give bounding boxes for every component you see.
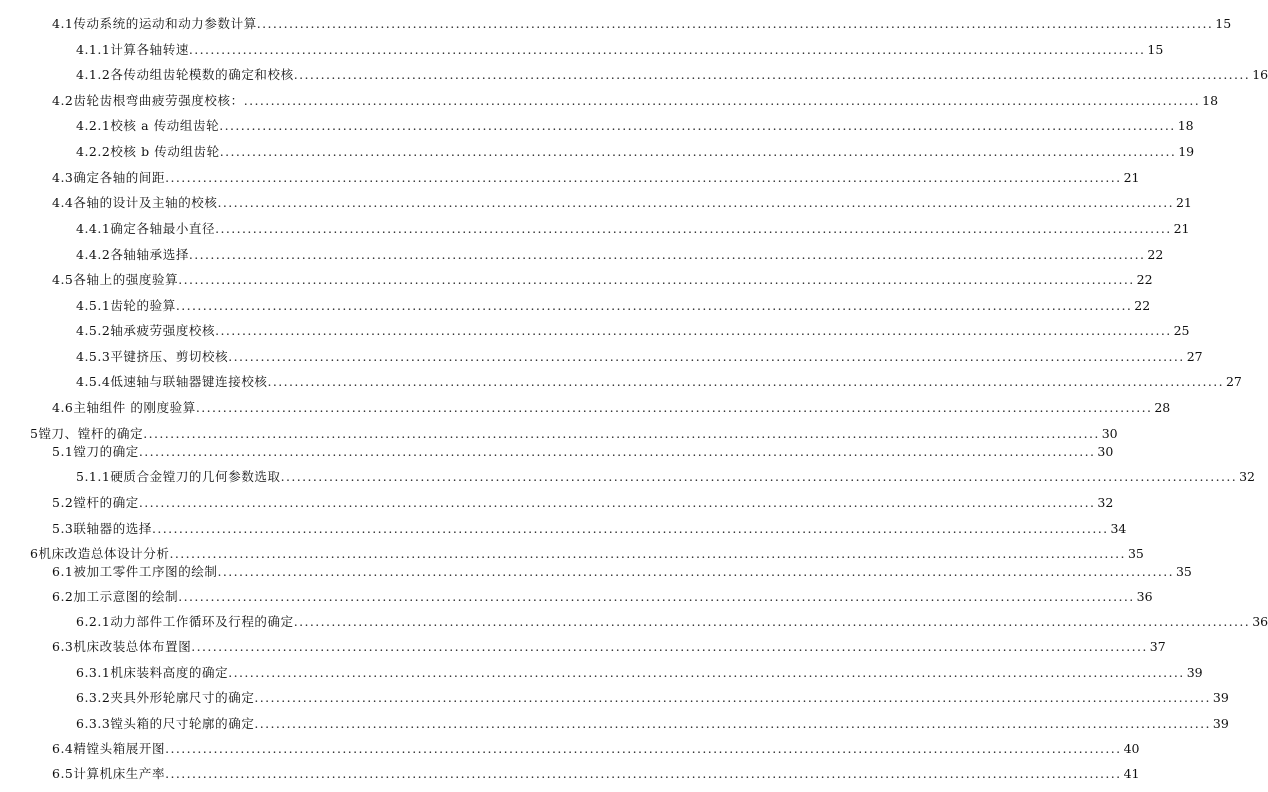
page-number: 21	[1173, 221, 1190, 236]
toc-entry[interactable]	[52, 521, 1127, 537]
toc-entry[interactable]	[76, 469, 1255, 485]
page-number: 35	[1127, 546, 1144, 561]
page-number: 40	[1123, 741, 1140, 756]
page-number: 22	[1147, 247, 1164, 262]
entry-title: 镗刀的确定	[73, 444, 139, 459]
entry-number: 4.2.1	[76, 118, 111, 133]
entry-number: 4.4.1	[76, 221, 111, 236]
toc-entry[interactable]	[52, 639, 1166, 655]
dot-leader: ..................................................................................................................................................................................	[175, 298, 1133, 313]
entry-number: 5.2	[52, 495, 74, 510]
entry-number: 6.1	[52, 564, 74, 579]
page-number: 21	[1175, 195, 1192, 210]
dot-leader: ..................................................................................................................................................................................	[165, 741, 1122, 756]
page-number: 39	[1186, 665, 1203, 680]
toc-entry[interactable]	[52, 564, 1192, 580]
page-number: 30	[1101, 426, 1118, 441]
dot-leader: ..................................................................................................................................................................................	[215, 221, 1172, 236]
dot-leader: ..................................................................................................................................................................................	[280, 469, 1238, 484]
dot-leader: ..................................................................................................................................................................................	[228, 349, 1185, 364]
page-number: 22	[1136, 272, 1153, 287]
dot-leader: ..................................................................................................................................................................................	[195, 400, 1153, 415]
dot-leader: ..................................................................................................................................................................................	[178, 589, 1135, 604]
page-number: 25	[1173, 323, 1190, 338]
page-number: 19	[1178, 144, 1195, 159]
entry-number: 4.5.2	[76, 323, 111, 338]
entry-number: 5.1	[52, 444, 74, 459]
dot-leader: ..................................................................................................................................................................................	[228, 665, 1185, 680]
page-number: 16	[1252, 67, 1268, 82]
dot-leader: ..................................................................................................................................................................................	[243, 93, 1201, 108]
entry-title: 加工示意图的绘制	[73, 589, 179, 604]
page-number: 39	[1212, 716, 1229, 731]
dot-leader: ..................................................................................................................................................................................	[165, 170, 1122, 185]
dot-leader: ..................................................................................................................................................................................	[143, 426, 1100, 441]
dot-leader: ..................................................................................................................................................................................	[217, 195, 1174, 210]
toc-entry[interactable]	[76, 247, 1164, 263]
toc-entry[interactable]	[52, 444, 1114, 460]
entry-number: 4.1	[52, 16, 74, 31]
page-number: 21	[1123, 170, 1140, 185]
entry-title: 齿轮的验算	[110, 298, 176, 313]
entry-number: 4.5.1	[76, 298, 111, 313]
toc-entry[interactable]	[76, 298, 1151, 314]
entry-number: 4.5.4	[76, 374, 111, 389]
entry-title: 夹具外形轮廓尺寸的确定	[110, 690, 255, 705]
entry-title: 计算各轴转速	[110, 42, 189, 57]
toc-entry[interactable]	[76, 42, 1164, 58]
entry-title: 被加工零件工序图的绘制	[73, 564, 218, 579]
entry-title: 主轴组件 的刚度验算	[73, 400, 196, 415]
entry-title: 各轴上的强度验算	[73, 272, 179, 287]
entry-number: 4.4	[52, 195, 74, 210]
entry-number: 6.2.1	[76, 614, 111, 629]
toc-entry[interactable]	[30, 546, 1144, 562]
toc-entry[interactable]	[52, 170, 1140, 186]
toc-entry[interactable]	[76, 374, 1242, 390]
entry-title: 计算机床生产率	[73, 766, 166, 781]
entry-number: 6.3.2	[76, 690, 111, 705]
dot-leader: ..................................................................................................................................................................................	[178, 272, 1135, 287]
entry-title: 动力部件工作循环及行程的确定	[110, 614, 294, 629]
toc-entry[interactable]	[52, 93, 1219, 109]
page-number: 27	[1186, 349, 1203, 364]
entry-number: 6.5	[52, 766, 74, 781]
entry-number: 4.3	[52, 170, 74, 185]
entry-number: 5.1.1	[76, 469, 111, 484]
entry-title: 机床改装总体布置图	[73, 639, 192, 654]
page-number: 41	[1123, 766, 1140, 781]
entry-title: 校核 a 传动组齿轮	[110, 118, 220, 133]
entry-number: 5.3	[52, 521, 74, 536]
entry-title: 齿轮齿根弯曲疲劳强度校核：	[73, 93, 244, 108]
entry-title: 镗杆的确定	[73, 495, 139, 510]
entry-title: 镗头箱的尺寸轮廓的确定	[110, 716, 255, 731]
dot-leader: ..................................................................................................................................................................................	[293, 614, 1251, 629]
dot-leader: ..................................................................................................................................................................................	[169, 546, 1126, 561]
entry-title: 各轴的设计及主轴的校核	[73, 195, 218, 210]
toc-entry[interactable]	[52, 16, 1232, 32]
entry-title: 各轴轴承选择	[110, 247, 189, 262]
toc-entry[interactable]	[76, 614, 1268, 630]
page-number: 15	[1147, 42, 1164, 57]
entry-number: 4.2	[52, 93, 74, 108]
entry-number: 4.4.2	[76, 247, 111, 262]
dot-leader: ..................................................................................................................................................................................	[188, 247, 1146, 262]
dot-leader: ..................................................................................................................................................................................	[191, 639, 1148, 654]
entry-number: 4.5	[52, 272, 74, 287]
toc-entry[interactable]	[76, 716, 1229, 732]
dot-leader: ..................................................................................................................................................................................	[254, 716, 1211, 731]
entry-number: 6.3	[52, 639, 74, 654]
entry-number: 6.2	[52, 589, 74, 604]
entry-number: 4.1.2	[76, 67, 111, 82]
page-number: 36	[1136, 589, 1153, 604]
entry-number: 6.3.1	[76, 665, 111, 680]
entry-title: 机床装料高度的确定	[110, 665, 229, 680]
dot-leader: ..................................................................................................................................................................................	[293, 67, 1251, 82]
page-number: 32	[1097, 495, 1114, 510]
dot-leader: ..................................................................................................................................................................................	[152, 521, 1109, 536]
dot-leader: ..................................................................................................................................................................................	[219, 118, 1176, 133]
dot-leader: ..................................................................................................................................................................................	[254, 690, 1211, 705]
entry-title: 机床改造总体设计分析	[38, 546, 170, 561]
page-number: 34	[1110, 521, 1127, 536]
entry-number: 4.1.1	[76, 42, 111, 57]
entry-number: 6.3.3	[76, 716, 111, 731]
entry-title: 低速轴与联轴器键连接校核	[110, 374, 268, 389]
toc-entry[interactable]	[52, 741, 1140, 757]
page-number: 22	[1134, 298, 1151, 313]
page-number: 36	[1252, 614, 1268, 629]
entry-title: 镗刀、镗杆的确定	[38, 426, 144, 441]
entry-number: 4.5.3	[76, 349, 111, 364]
entry-title: 联轴器的选择	[73, 521, 152, 536]
dot-leader: ..................................................................................................................................................................................	[219, 144, 1177, 159]
toc-entry[interactable]	[76, 690, 1229, 706]
entry-number: 4.2.2	[76, 144, 111, 159]
toc-entry[interactable]	[76, 349, 1203, 365]
toc-entry[interactable]	[76, 323, 1190, 339]
dot-leader: ..................................................................................................................................................................................	[165, 766, 1122, 781]
page-number: 30	[1097, 444, 1114, 459]
entry-title: 确定各轴的间距	[73, 170, 166, 185]
dot-leader: ..................................................................................................................................................................................	[217, 564, 1174, 579]
entry-title: 精镗头箱展开图	[73, 741, 166, 756]
toc-entry[interactable]	[76, 665, 1203, 681]
entry-number: 6.4	[52, 741, 74, 756]
entry-title: 硬质合金镗刀的几何参数选取	[110, 469, 281, 484]
page-number: 18	[1177, 118, 1194, 133]
dot-leader: ..................................................................................................................................................................................	[138, 495, 1096, 510]
entry-title: 传动系统的运动和动力参数计算	[73, 16, 257, 31]
page-number: 15	[1215, 16, 1232, 31]
entry-title: 校核 b 传动组齿轮	[110, 144, 220, 159]
toc-entry[interactable]	[76, 118, 1194, 134]
page-number: 32	[1239, 469, 1255, 484]
toc-entry[interactable]	[52, 589, 1153, 605]
page-number: 27	[1225, 374, 1242, 389]
toc-entry[interactable]	[52, 495, 1114, 511]
dot-leader: ..................................................................................................................................................................................	[188, 42, 1146, 57]
toc-entry[interactable]	[76, 221, 1190, 237]
dot-leader: ..................................................................................................................................................................................	[215, 323, 1172, 338]
page-number: 39	[1212, 690, 1229, 705]
dot-leader: ..................................................................................................................................................................................	[267, 374, 1224, 389]
entry-number: 5	[30, 426, 39, 441]
page-number: 18	[1202, 93, 1219, 108]
entry-title: 轴承疲劳强度校核	[110, 323, 216, 338]
toc-entry[interactable]	[52, 766, 1140, 782]
dot-leader: ..................................................................................................................................................................................	[138, 444, 1096, 459]
entry-number: 4.6	[52, 400, 74, 415]
toc-entry[interactable]	[30, 426, 1118, 442]
entry-title: 各传动组齿轮模数的确定和校核	[110, 67, 294, 82]
toc-entry[interactable]	[52, 400, 1171, 416]
toc-entry[interactable]	[52, 195, 1192, 211]
page-number: 37	[1149, 639, 1166, 654]
entry-title: 平键挤压、剪切校核	[110, 349, 229, 364]
entry-number: 6	[30, 546, 39, 561]
toc-entry[interactable]	[76, 144, 1195, 160]
page-number: 28	[1154, 400, 1171, 415]
dot-leader: ..................................................................................................................................................................................	[256, 16, 1214, 31]
entry-title: 确定各轴最小直径	[110, 221, 216, 236]
toc-entry[interactable]	[76, 67, 1268, 83]
page-number: 35	[1175, 564, 1192, 579]
toc-entry[interactable]	[52, 272, 1153, 288]
